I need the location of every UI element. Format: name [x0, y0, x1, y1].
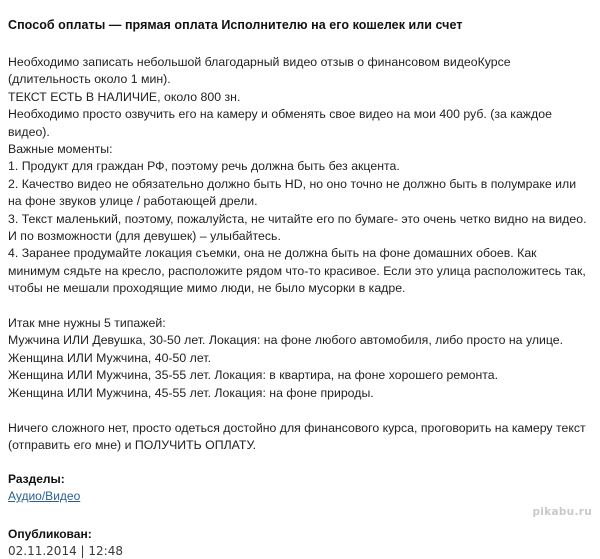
body-list-item-3: 3. Текст маленький, поэтому, пожалуйста, не читайте его по бумаге- это очень четко видно на видео. И по возможности (для девушек) – улыбайтесь. [8, 211, 587, 244]
paragraph-spacer-1 [8, 298, 590, 315]
section-link-audio-video[interactable]: Аудио/Видео [8, 489, 81, 504]
type-item-1: Мужчина ИЛИ Девушка, 30-50 лет. Локация: на фоне любого автомобиля, либо просто на улице. [8, 333, 564, 348]
body-list-item-2: 2. Качество видео не обязательно должно быть HD, но оно точно не должно быть в полумраке или на фоне звуков улице / работающей дрели. [8, 176, 577, 209]
body-paragraph-2: ТЕКСТ ЕСТЬ В НАЛИЧИЕ, около 800 зн. [8, 89, 241, 104]
type-item-4: Женщина ИЛИ Мужчина, 45-55 лет. Локация: на фоне природы. [8, 385, 374, 400]
closing-paragraph: Ничего сложного нет, просто одеться достойно для финансового курса, проговорить на камеру текст (отправить его мне) и ПОЛУЧИТЬ ОПЛАТУ. [8, 420, 586, 452]
type-item-2: Женщина ИЛИ Мужчина, 40-50 лет. [8, 350, 211, 365]
body-list-item-1: 1. Продукт для граждан РФ, поэтому речь должна быть без акцента. [8, 159, 400, 174]
types-intro: Итак мне нужны 5 типажей: [8, 316, 166, 331]
page-title: Способ оплаты — прямая оплата Исполнителю на его кошелек или счет [8, 18, 463, 32]
published-timestamp: 02.11.2014 | 12:48 [8, 544, 123, 559]
body-list-item-4: 4. Заранее продумайте локация съемки, она не должна быть на фоне домашних обоев. Как минимум сядьте на кресло, расположите рядом что-то красивое. Если это улица расположитесь так, чтобы не мешали проходящие мимо люди, не было мусорки в кадре. [8, 246, 586, 296]
body-paragraph-1: Необходимо записать небольшой благодарный видео отзыв о финансовом видеоКурсе (длительность около 1 мин). [8, 55, 511, 87]
body-paragraph-3: Необходимо просто озвучить его на камеру и обменять свое видео на мои 400 руб. (за каждое видео). [8, 107, 552, 139]
body-paragraph-4: Важные моменты: [8, 142, 113, 157]
meta-spacer [8, 504, 590, 526]
post-meta [8, 471, 590, 559]
published-label: Опубликован: [8, 527, 92, 542]
sections-label: Разделы: [8, 472, 65, 487]
paragraph-spacer-2 [8, 402, 590, 419]
post-body [8, 54, 590, 454]
site-watermark: pikabu.ru [532, 506, 592, 518]
type-item-3: Женщина ИЛИ Мужчина, 35-55 лет. Локация: в квартира, на фоне хорошего ремонта. [8, 368, 499, 383]
